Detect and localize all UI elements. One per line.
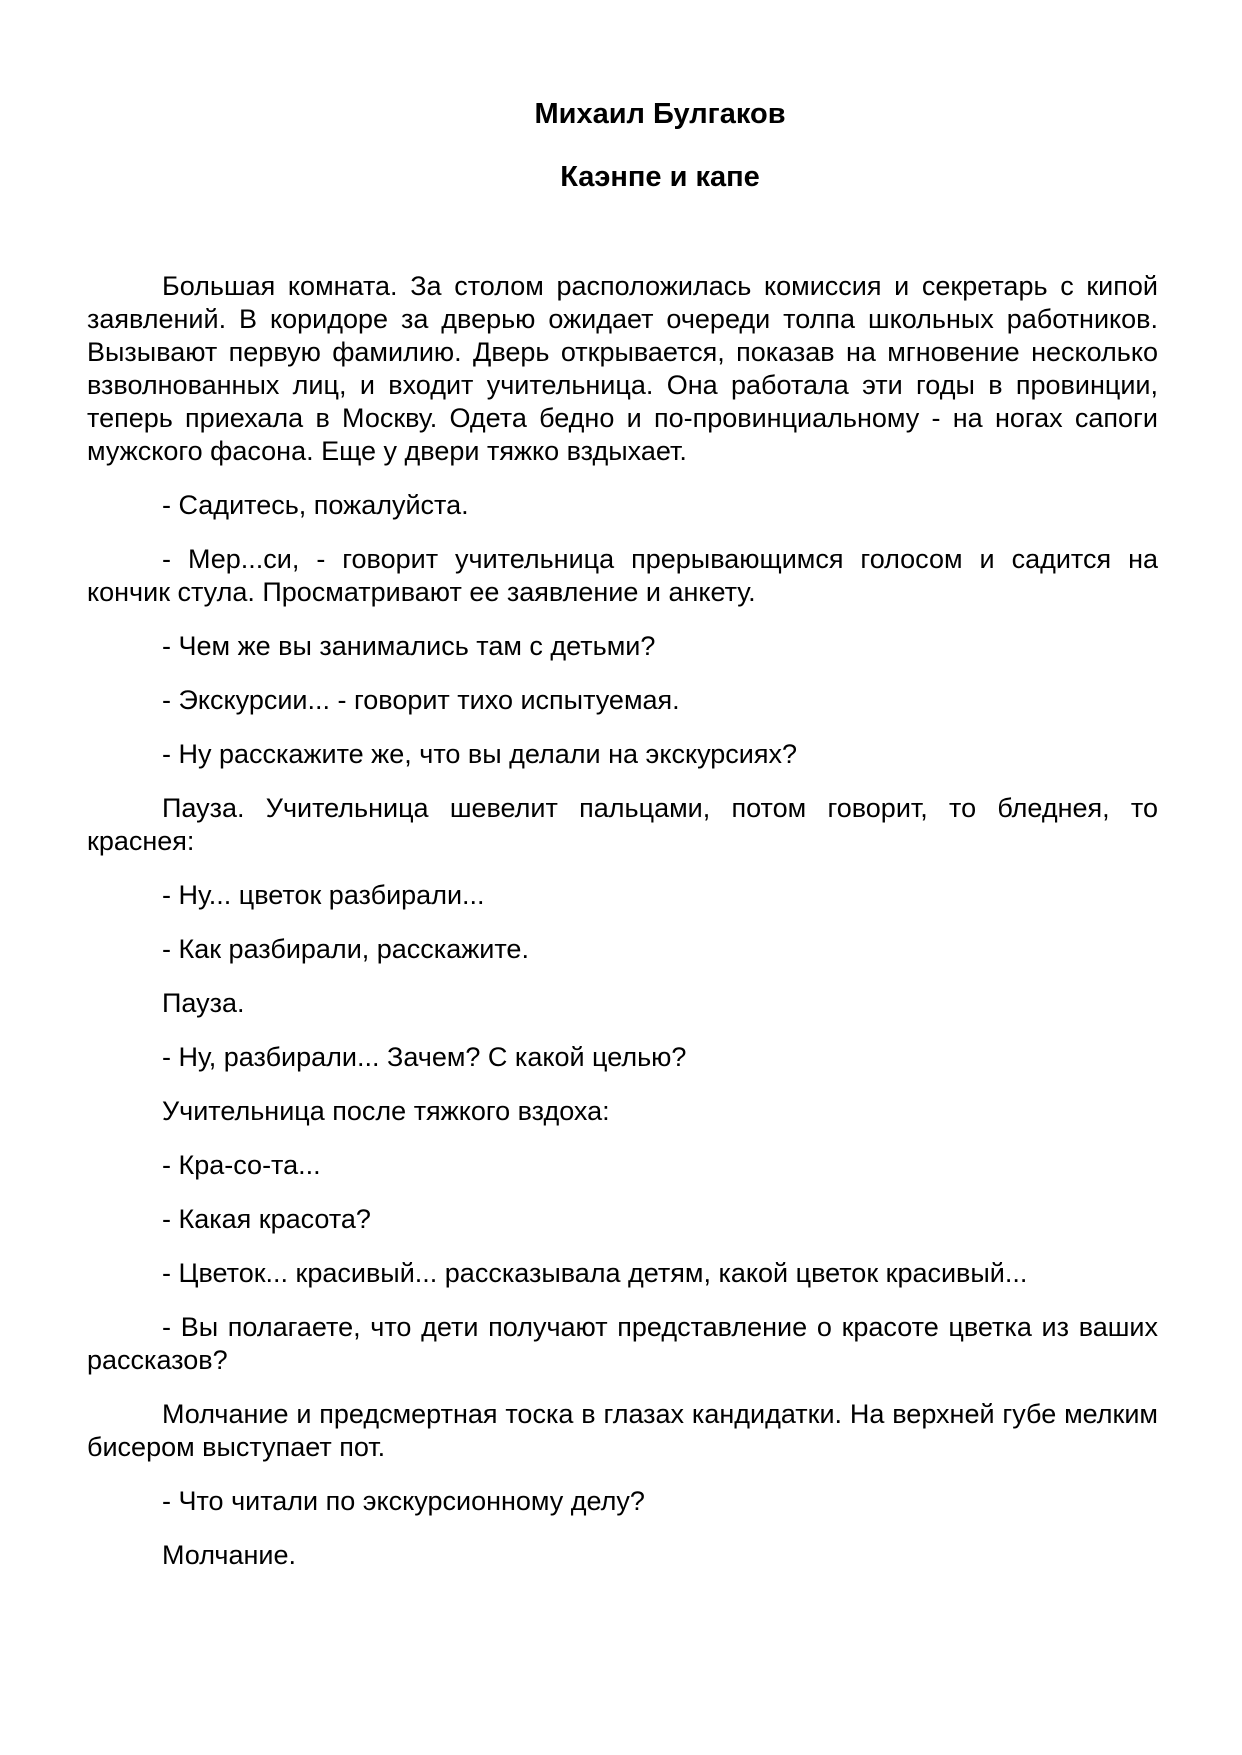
paragraph: Учительница после тяжкого вздоха:: [162, 1096, 610, 1126]
paragraph: - Чем же вы занимались там с детьми?: [162, 631, 656, 661]
paragraph: Пауза. Учительница шевелит пальцами, потом говорит, то бледнея, то краснея:: [87, 793, 1158, 856]
paragraph: - Ну... цветок разбирали...: [162, 880, 485, 910]
paragraph: - Мер...си, - говорит учительница прерывающимся голосом и садится на кончик стула. Просматривают ее заявление и анкету.: [87, 544, 1158, 607]
paragraph: Большая комната. За столом расположилась комиссия и секретарь с кипой заявлений. В коридоре за дверью ожидает очереди толпа школьных работников. Вызывают первую фамилию. Дверь открывается, показав на мгновение несколько взволнованных лиц, и входит учительница. Она работала эти годы в провинции, теперь приехала в Москву. Одета бедно и по-провинциальному - на ногах сапоги мужского фасона. Еще у двери тяжко вздыхает.: [87, 271, 1158, 466]
paragraph: - Экскурсии... - говорит тихо испытуемая.: [162, 685, 680, 715]
author-name: Михаил Булгаков: [534, 98, 786, 130]
paragraph: - Садитесь, пожалуйста.: [162, 490, 469, 520]
story-title: Каэнпе и капе: [560, 161, 760, 193]
paragraph: - Ну расскажите же, что вы делали на экскурсиях?: [162, 739, 798, 769]
paragraph: - Что читали по экскурсионному делу?: [162, 1486, 645, 1516]
story-body: [87, 270, 1158, 1593]
paragraph: - Как разбирали, расскажите.: [162, 934, 529, 964]
paragraph: Молчание и предсмертная тоска в глазах кандидатки. На верхней губе мелким бисером выступает пот.: [87, 1399, 1158, 1462]
paragraph: Молчание.: [162, 1540, 296, 1570]
paragraph: - Какая красота?: [162, 1204, 371, 1234]
paragraph: - Цветок... красивый... рассказывала детям, какой цветок красивый...: [162, 1258, 1028, 1288]
paragraph: Пауза.: [162, 988, 245, 1018]
paragraph: - Вы полагаете, что дети получают представление о красоте цветка из ваших рассказов?: [87, 1312, 1158, 1375]
paragraph: - Ну, разбирали... Зачем? С какой целью?: [162, 1042, 687, 1072]
paragraph: - Кра-со-та...: [162, 1150, 321, 1180]
